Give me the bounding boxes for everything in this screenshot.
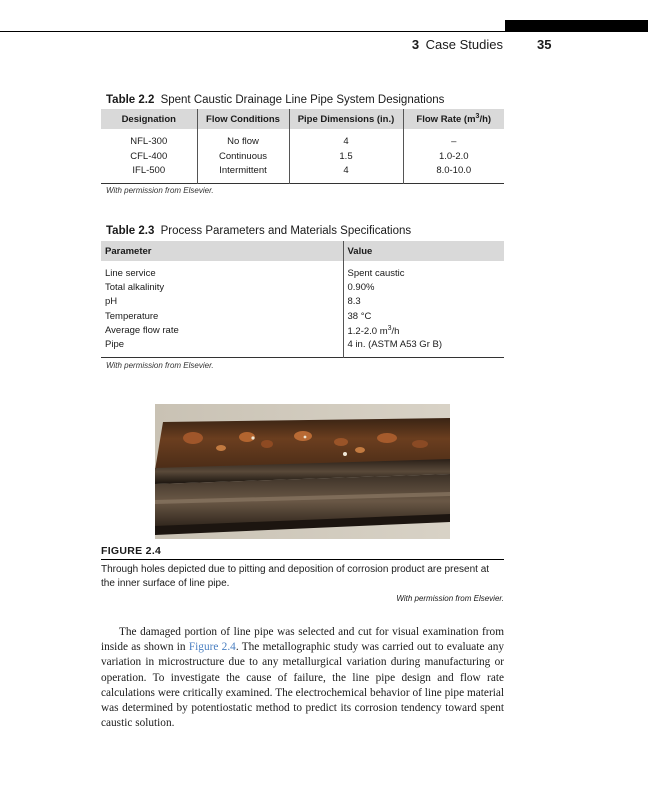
- table-2-3-title: Process Parameters and Materials Specifications: [160, 225, 412, 237]
- table-row: [101, 261, 504, 280]
- table-cell: IFL-500: [132, 165, 166, 177]
- table-cell: Intermittent: [197, 164, 289, 183]
- table-cell: Pipe: [105, 339, 125, 351]
- table-cell: 4 in. (ASTM A53 Gr B): [343, 338, 504, 357]
- table-2-3-label: Table 2.3: [106, 225, 155, 237]
- column-header: Designation: [101, 109, 197, 129]
- table-2-3-caption: [106, 225, 411, 237]
- table-cell: 1.0-2.0: [403, 149, 504, 164]
- figure-2-4-photo: [155, 404, 450, 539]
- table-cell: Continuous: [197, 149, 289, 164]
- column-header: Flow Rate $(m^3/h)$: [403, 109, 504, 129]
- table-cell: Spent caustic: [343, 261, 504, 280]
- table-2-2-label: Table 2.2: [106, 94, 155, 106]
- figure-2-4-link[interactable]: Figure 2.4: [188, 641, 236, 654]
- header-rule: [0, 31, 648, 32]
- table-2-2: [101, 109, 504, 184]
- chapter-number: 3: [411, 37, 420, 52]
- body-paragraph: [101, 625, 504, 731]
- table-2-2-title: Spent Caustic Drainage Line Pipe System Designations: [160, 94, 445, 106]
- table-cell: 4: [289, 129, 403, 149]
- table-cell: Average flow rate: [105, 325, 179, 337]
- running-head: [412, 37, 503, 52]
- table-cell: 8.0-10.0: [403, 164, 504, 183]
- figure-2-4-label: FIGURE 2.4: [101, 545, 162, 557]
- table-cell: Temperature: [105, 310, 159, 322]
- table-cell: Total alkalinity: [105, 281, 165, 293]
- body-text-part-2: . The metallographic study was carried out to evaluate any variation in microstructure due to any metallurgical variation during manufacturing or operation. To investigate the cause of failure, the line pipe design and flow rate calculations were critically examined. The electrochemical behavior of line pipe material was determined by potentiostatic method to predict its corrosion tendency toward spent caustic solution.: [101, 641, 505, 730]
- table-2-2-permission: With permission from Elsevier.: [106, 186, 214, 195]
- table-row: [101, 149, 504, 164]
- table-2-3: [101, 241, 504, 358]
- table-row: [101, 338, 504, 357]
- table-row: [101, 295, 504, 310]
- figure-2-4-permission: With permission from Elsevier.: [396, 594, 504, 603]
- table-cell: No flow: [197, 129, 289, 149]
- table-cell: 1.5: [289, 149, 403, 164]
- table-cell: CFL-400: [130, 151, 168, 162]
- table-cell: 1.2-2.0 $m^3/h$: [343, 324, 504, 339]
- table-cell: 8.3: [343, 295, 504, 310]
- table-2-2-caption: [106, 94, 444, 106]
- table-cell: Line service: [105, 267, 156, 279]
- column-header: Parameter: [101, 241, 343, 261]
- table-cell: 4: [289, 164, 403, 183]
- chapter-title: Case Studies: [425, 37, 503, 52]
- table-row: [101, 164, 504, 183]
- table-cell: –: [403, 129, 504, 149]
- column-header: Pipe Dimensions (in.): [289, 109, 403, 129]
- table-cell: NFL-300: [130, 136, 168, 147]
- body-text-part-1: The damaged portion of line pipe was selected and cut for visual examination from inside as shown in: [101, 626, 504, 654]
- column-header: Value: [343, 241, 504, 261]
- table-row: [101, 309, 504, 324]
- table-row: [101, 129, 504, 149]
- table-cell: 0.90%: [343, 280, 504, 295]
- table-cell: 38 °C: [343, 309, 504, 324]
- column-header: Flow Conditions: [197, 109, 289, 129]
- figure-caption-rule: [101, 559, 504, 560]
- table-row: [101, 324, 504, 339]
- table-cell: pH: [105, 296, 118, 308]
- table-2-3-permission: With permission from Elsevier.: [106, 361, 214, 370]
- page-number: 35: [537, 37, 552, 52]
- table-row: [101, 280, 504, 295]
- figure-2-4-caption: Through holes depicted due to pitting and deposition of corrosion product are present at the inner surface of line pipe.: [101, 564, 490, 589]
